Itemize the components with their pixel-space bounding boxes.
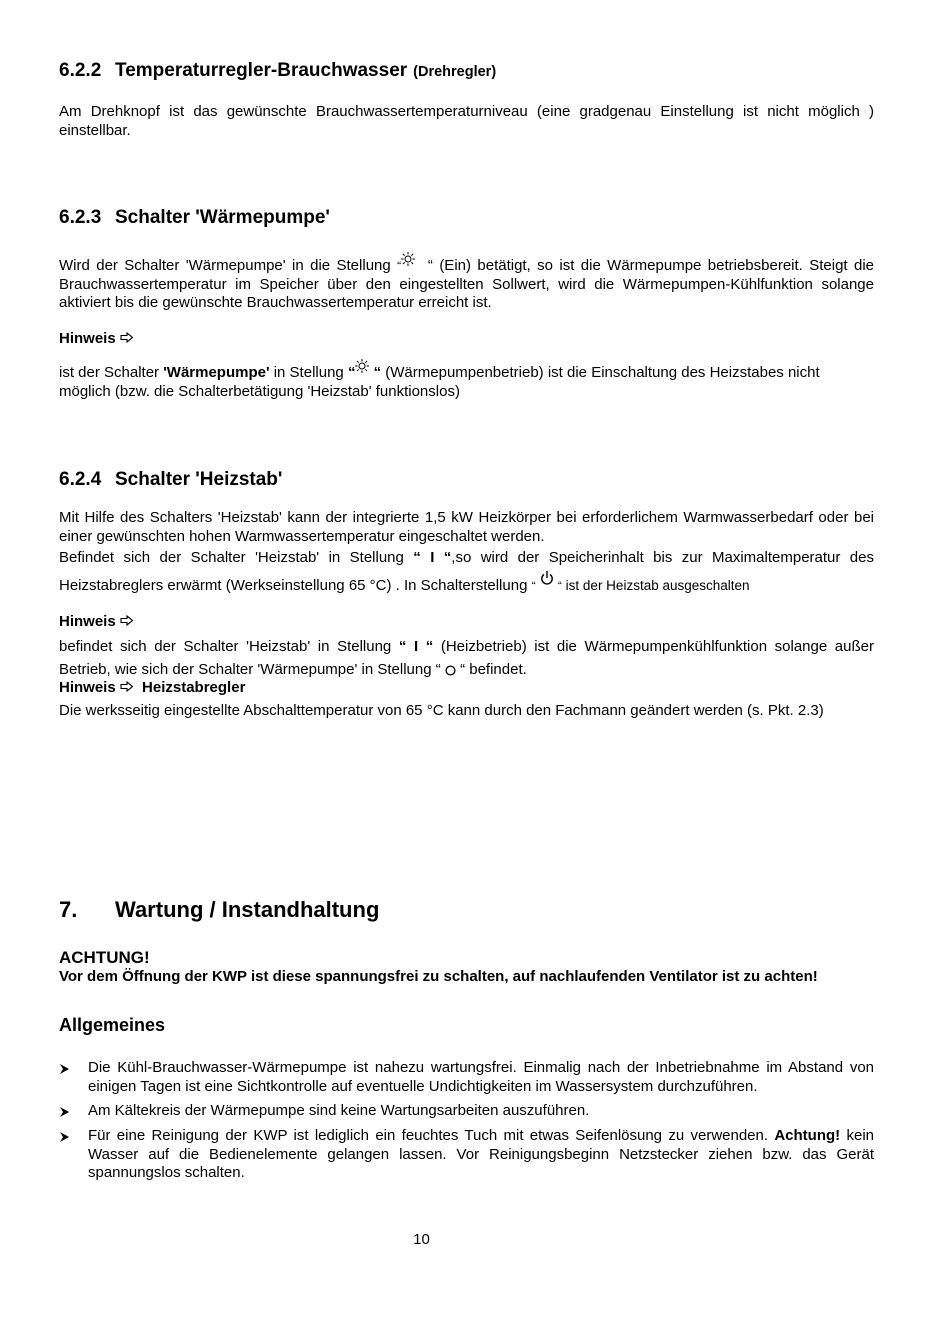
hint-text: in Stellung: [269, 364, 348, 381]
section-number: 6.2.2: [59, 60, 102, 81]
list-item: [59, 1059, 874, 1096]
outline-arrow-right-icon: [120, 613, 134, 631]
section-6-2-4-hint-1-text: [59, 635, 874, 681]
list-item-text: [88, 1127, 874, 1183]
chapter-7-heading: [59, 897, 874, 923]
hint-heizstabregler-label: [59, 679, 874, 697]
list-item-text: Am Kältekreis der Wärmepumpe sind keine Wartungsarbeiten auszuführen.: [88, 1102, 590, 1119]
paragraph-text: ist der Heizstab ausgeschalten: [561, 578, 750, 593]
hint-text: Hinweis: [59, 613, 116, 630]
hint-text: 'Wärmepumpe': [163, 364, 270, 381]
paragraph-text: (Ein) betätigt, so ist die Wärmepumpe betriebsbereit. Steigt die Brauchwassertemperatur im Speicher über den eingestellten Sollwert, wird die Wärmepumpen-Kühlfunktion solange aktiviert bis die gewünschte Brauchwassertemperatur erreicht ist.: [59, 257, 874, 311]
list-item-text: Die Kühl-Brauchwasser-Wärmepumpe ist nahezu wartungsfrei. Einmalig nach der Inbetriebnahme im Abstand von einigen Tagen ist eine Sichtkontrolle auf eventuelle Undichtigkeiten im Wassersystem durchzuführen.: [88, 1059, 874, 1095]
page-number: 10: [413, 1231, 430, 1248]
section-6-2-2-heading: [59, 59, 874, 84]
hint-label: [59, 330, 874, 348]
hint-text: befindet sich der Schalter 'Heizstab' in Stellung: [59, 638, 399, 655]
list-item: [59, 1102, 874, 1121]
section-6-2-3-hint-text: ist der Schalter 'Wärmepumpe' in Stellung “ “ (Wärmepumpenbetrieb) ist die Einschaltung des Heizstabes nicht möglich (bzw. die Schalterbetätigung 'Heizstab' funktionslos): [59, 359, 874, 401]
section-6-2-4-hint-2-text: Die werksseitig eingestellte Abschalttemperatur von 65 °C kann durch den Fachmann geändert werden (s. Pkt. 2.3): [59, 702, 824, 719]
sun-icon: [401, 252, 415, 266]
hint-text: Hinweis: [59, 330, 116, 347]
allgemeines-heading: Allgemeines: [59, 1015, 166, 1035]
sun-icon: [355, 359, 369, 373]
section-subtitle: (Drehregler): [413, 64, 497, 80]
section-6-2-2-text: Am Drehknopf ist das gewünschte Brauchwassertemperaturniveau (eine gradgenau Einstellung ist nicht möglich ) einstellbar.: [59, 103, 874, 139]
paragraph-text: Wird der Schalter 'Wärmepumpe' in die Stellung: [59, 257, 398, 274]
section-6-2-4-heading: [59, 468, 874, 492]
list-item-text-part: Für eine Reinigung der KWP ist lediglich ein feuchtes Tuch mit etwas Seifenlösung zu verwenden.: [88, 1127, 775, 1144]
chapter-title: Wartung / Instandhaltung: [115, 897, 380, 922]
section-title: Temperaturregler-Brauchwasser: [115, 60, 408, 81]
section-title: Schalter 'Wärmepumpe': [115, 207, 330, 228]
achtung-heading: ACHTUNG!: [59, 948, 150, 967]
bullet-arrow-icon: [59, 1127, 70, 1149]
section-6-2-3-paragraph: Wird der Schalter 'Wärmepumpe' in die Stellung “ “ (Ein) betätigt, so ist die Wärmepumpe betriebsbereit. Steigt die Brauchwassertemperatur im Speicher über den eingestellten Sollwert, wird die Wärmepumpen-Kühlfunktion solange aktiviert bis die gewünschte Brauchwassertemperatur erreicht ist.: [59, 252, 874, 313]
hint-text: ist der Schalter: [59, 364, 164, 381]
section-number: 6.2.3: [59, 207, 102, 228]
hint-text: “ I “: [398, 638, 434, 655]
outline-arrow-right-icon: [120, 330, 134, 348]
section-6-2-4-paragraph-2: Befindet sich der Schalter 'Heizstab' in Stellung “ I “,so wird der Speicherinhalt bis zur Maximaltemperatur des Heizstabreglers erwärmt (Werkseinstellung 65 °C) . In Schalterstellung “ “ ist der Heizstab ausgeschalten: [59, 549, 874, 594]
list-item-text-part: Achtung!: [774, 1127, 841, 1144]
outline-arrow-right-icon: [120, 679, 134, 697]
hint-label: [59, 613, 874, 631]
bullet-arrow-icon: [59, 1059, 70, 1081]
hint-text: (Heizbetrieb) ist die Wärmepumpenkühlfunktion solange außer Betrieb, wie sich der Schalter 'Wärmepumpe' in Stellung “: [59, 638, 874, 678]
hint-title: Heizstabregler: [142, 679, 246, 696]
power-icon: [540, 570, 554, 586]
paragraph-text: ,so wird der Speicherinhalt bis zur Maximaltemperatur des Heizstabreglers erwärmt (Werkseinstellung 65 °C) . In Schalterstellung: [59, 549, 874, 594]
section-6-2-3-heading: [59, 206, 874, 230]
section-6-2-4-paragraph-1: Mit Hilfe des Schalters 'Heizstab' kann der integrierte 1,5 kW Heizkörper bei erforderlichem Warmwasserbedarf oder bei einer gewünschten hohen Warmwassertemperatur eingeschaltet werden.: [59, 509, 874, 545]
list-item: [59, 1127, 874, 1183]
bullet-arrow-icon: [59, 1102, 70, 1124]
paragraph-text: “ I “: [413, 549, 452, 566]
hint-text: (Wärmepumpenbetrieb) ist die Einschaltung des Heizstabes nicht möglich (bzw. die Schalterbetätigung 'Heizstab' funktionslos): [59, 364, 820, 400]
section-title: Schalter 'Heizstab': [115, 469, 283, 490]
paragraph-text: Befindet sich der Schalter 'Heizstab' in Stellung: [59, 549, 414, 566]
hint-text: Hinweis: [59, 679, 116, 696]
hint-text: “ befindet.: [455, 661, 527, 678]
chapter-number: 7.: [59, 897, 78, 922]
list-item-text-part: kein Wasser auf die Bedienelemente gelangen lassen. Vor Reinigungsbeginn Netzstecker ziehen bzw. das Gerät spannungslos schalten.: [88, 1127, 874, 1181]
warning-text: Vor dem Öffnung der KWP ist diese spannungsfrei zu schalten, auf nachlaufenden Ventilator ist zu achten!: [59, 968, 818, 985]
circle-off-icon: [445, 665, 456, 676]
section-number: 6.2.4: [59, 469, 102, 490]
